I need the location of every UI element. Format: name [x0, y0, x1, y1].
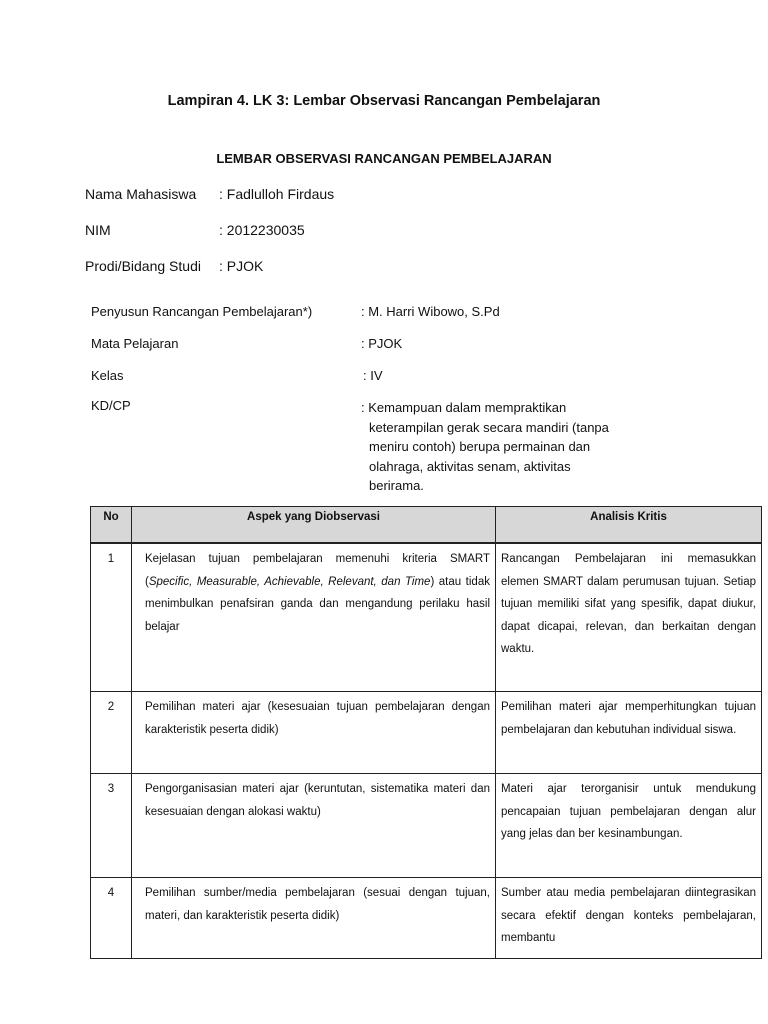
- info-label: Prodi/Bidang Studi: [85, 258, 201, 274]
- row-analisis: Pemilihan materi ajar memperhitungkan tujuan pembelajaran dan kebutuhan individual siswa.: [496, 692, 762, 774]
- table-header-row: [91, 507, 762, 543]
- kdcp-first-line: : Kemampuan dalam mempraktikan: [361, 400, 567, 415]
- header-aspek: Aspek yang Diobservasi: [132, 507, 496, 543]
- row-no: 4: [91, 878, 132, 959]
- row-aspek: Pemilihan materi ajar (kesesuaian tujuan pembelajaran dengan karakteristik peserta didik): [132, 692, 496, 774]
- row-aspek: Pengorganisasian materi ajar (keruntutan, sistematika materi dan kesesuaian dengan alokasi waktu): [132, 774, 496, 878]
- document-title: LEMBAR OBSERVASI RANCANGAN PEMBELAJARAN: [216, 151, 552, 166]
- meta-label: Kelas: [91, 368, 124, 383]
- meta-value: [361, 398, 626, 496]
- row-no: 1: [91, 544, 132, 692]
- header-analisis: Analisis Kritis: [496, 507, 762, 543]
- info-value: : Fadlulloh Firdaus: [219, 186, 335, 202]
- row-analisis: Sumber atau media pembelajaran diintegrasikan secara efektif dengan konteks pembelajaran, membantu: [496, 878, 762, 959]
- meta-value: : PJOK: [361, 336, 403, 351]
- row-aspek: [132, 544, 496, 692]
- meta-value: : IV: [363, 368, 383, 383]
- row-aspek: Pemilihan sumber/media pembelajaran (sesuai dengan tujuan, materi, dan karakteristik peserta didik): [132, 878, 496, 959]
- meta-label: Penyusun Rancangan Pembelajaran*): [91, 304, 313, 319]
- lampiran-title: Lampiran 4. LK 3: Lembar Observasi Rancangan Pembelajaran: [167, 93, 601, 109]
- info-value: : 2012230035: [219, 222, 305, 238]
- aspek-italic-text: Specific, Measurable, Achievable, Relevant, dan Time: [148, 575, 431, 588]
- table-row: [91, 774, 762, 878]
- table-row: [91, 692, 762, 774]
- aspek-text: ) atau tidak menimbulkan penafsiran ganda dan mengandung perilaku hasil belajar: [145, 575, 490, 633]
- observation-table: [90, 506, 762, 959]
- meta-label: KD/CP: [91, 398, 131, 413]
- meta-label: Mata Pelajaran: [91, 336, 179, 351]
- aspek-text: Kejelasan tujuan pembelajaran memenuhi kriteria SMART (: [145, 553, 490, 588]
- info-value: : PJOK: [219, 258, 264, 274]
- info-label: NIM: [85, 222, 111, 238]
- table-row: [91, 544, 762, 692]
- table-row: [91, 878, 762, 959]
- meta-value: : M. Harri Wibowo, S.Pd: [361, 304, 500, 319]
- row-no: 2: [91, 692, 132, 774]
- header-no: No: [91, 507, 132, 543]
- kdcp-rest: keterampilan gerak secara mandiri (tanpa meniru contoh) berupa permainan dan olahraga, aktivitas senam, aktivitas berirama.: [369, 419, 609, 493]
- row-analisis: Rancangan Pembelajaran ini memasukkan elemen SMART dalam perumusan tujuan. Setiap tujuan memiliki sifat yang spesifik, dapat diukur, dapat dicapai, relevan, dan berkaitan dengan waktu.: [496, 544, 762, 692]
- row-analisis: Materi ajar terorganisir untuk mendukung pencapaian tujuan pembelajaran dengan alur yang jelas dan ber kesinambungan.: [496, 774, 762, 878]
- row-no: 3: [91, 774, 132, 878]
- info-label: Nama Mahasiswa: [85, 186, 197, 202]
